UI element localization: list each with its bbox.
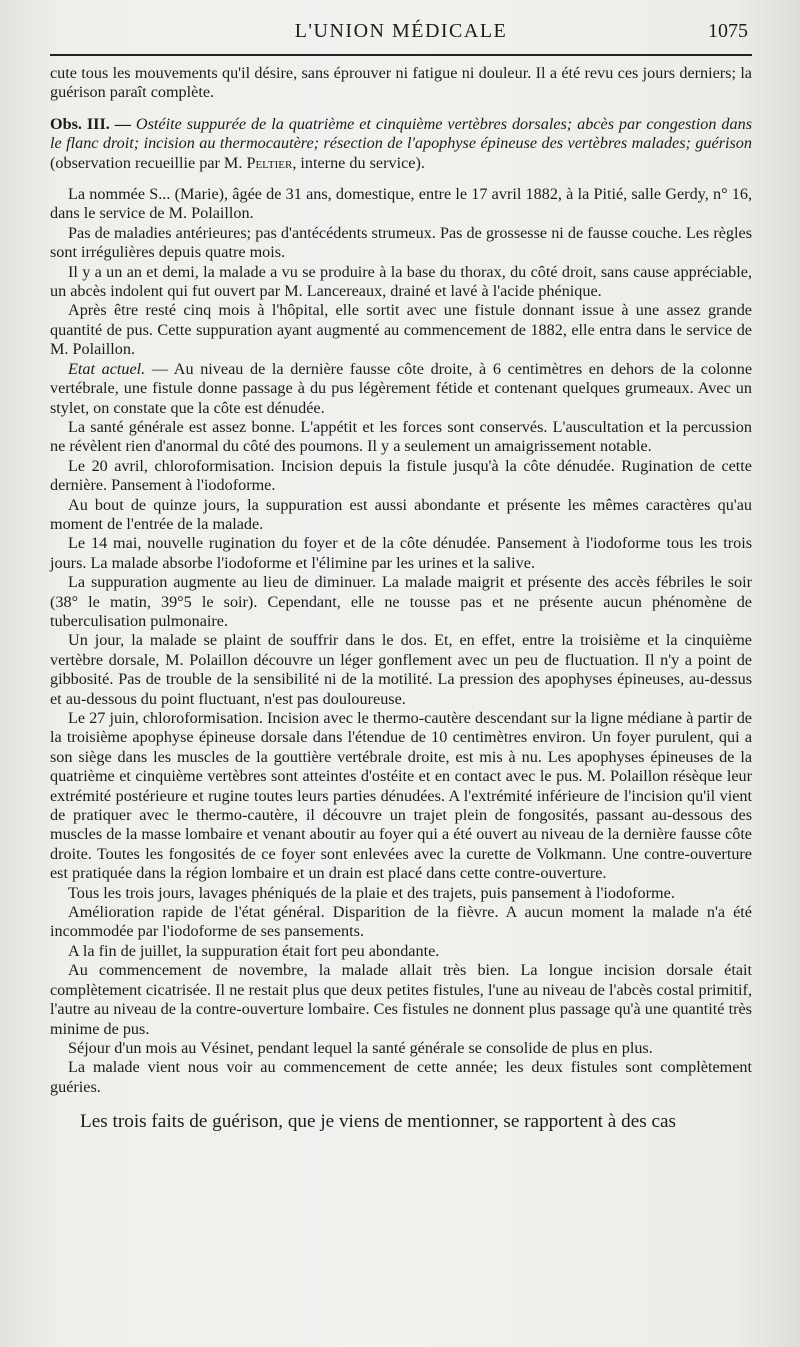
running-title: L'UNION MÉDICALE [294, 20, 508, 42]
paragraph: A la fin de juillet, la suppuration était fort peu abondante. [68, 941, 440, 960]
paragraph: La malade vient nous voir au commencement de cette année; les deux fistules sont complètement guéries. [50, 1058, 752, 1096]
observation-credit-post: , interne du service). [292, 153, 425, 172]
paragraph: Le 27 juin, chloroformisation. Incision avec le thermo-cautère descendant sur la ligne médiane à partir de la troisième apophyse épineuse dorsale dans l'étendue de 10 centimètres environ. Un foyer purulent, qui a son siège dans les muscles de la gouttière vertébrale droite, est mis à nu. Les apophyses épineuses de la quatrième et cinquième vertèbres sont atteintes d'ostéite et en contact avec le pus. M. Polaillon résèque leur extrémité postérieure et rugine toutes leurs parties dénudées. A l'extrémité inférieure de l'incision qu'il vient de pratiquer avec le thermo-cautère, il découvre un trajet plein de fongosités, passant au-dessous des muscles de la masse lombaire et venant aboutir au foyer qui a été ouvert au niveau de la dernière fausse côte droite. Toutes les fongosités de ce foyer sont enlevées avec la curette de Volkmann. Une contre-ouverture est pratiquée dans la région lombaire et un drain est placé dans cette contre-ouverture. [50, 709, 752, 883]
paragraph-etat-actuel [50, 360, 752, 418]
paragraph: Il y a un an et demi, la malade a vu se produire à la base du thorax, du côté droit, sans cause appréciable, un abcès indolent qui fut ouvert par M. Lancereaux, drainé et lavé à l'acide phénique. [50, 262, 752, 301]
paragraph: La nommée S... (Marie), âgée de 31 ans, domestique, entre le 17 avril 1882, à la Pitié, salle Gerdy, n° 16, dans le service de M. Polaillon. [50, 185, 752, 223]
paragraph: Au commencement de novembre, la malade allait très bien. La longue incision dorsale était complètement cicatrisée. Il ne restait plus que deux petites fistules, l'une au niveau de l'abcès costal primitif, l'autre au niveau de la contre-ouverture lombaire. Ces fistules ne donnent plus passage qu'à une quantité très minime de pus. [50, 961, 752, 1038]
etat-actuel-label: Etat actuel. [68, 359, 146, 378]
page-header [50, 18, 752, 52]
page-number: 1075 [708, 20, 748, 42]
paragraph: Pas de maladies antérieures; pas d'antécédents strumeux. Pas de grossesse ni de fausse couche. Les règles sont irrégulières depuis quatre mois. [50, 223, 752, 262]
conclusion-line: Les trois faits de guérison, que je viens de mentionner, se rapportent à des cas [80, 1111, 676, 1133]
paragraph: Tous les trois jours, lavages phéniqués de la plaie et des trajets, puis pansement à l'iodoforme. [68, 883, 675, 902]
paragraph: cute tous les mouvements qu'il désire, sans éprouver ni fatigue ni douleur. Il a été revu ces jours derniers; la guérison paraît complète. [50, 64, 752, 102]
article-body [50, 64, 752, 1097]
observation-heading [50, 115, 752, 173]
paragraph: Un jour, la malade se plaint de souffrir dans le dos. Et, en effet, entre la troisième et la cinquième vertèbre dorsale, M. Polaillon découvre un léger gonflement avec un peu de fluctuation. Il n'y a point de gibbosité. Pas de trouble de la sensibilité ni de la motilité. La pression des apophyses épineuses, au-dessus et au-dessous du point fluctuant, n'est pas douloureuse. [50, 631, 752, 708]
observation-label: Obs. III. — [50, 114, 131, 133]
paragraph: La suppuration augmente au lieu de diminuer. La malade maigrit et présente des accès fébriles le soir (38° le matin, 39°5 le soir). Cependant, elle ne tousse pas et ne présente aucun phénomène de tuberculisation pulmonaire. [50, 573, 752, 630]
paragraph: Au bout de quinze jours, la suppuration est aussi abondante et présente les mêmes caractères qu'au moment de l'entrée de la malade. [50, 495, 752, 533]
paragraph: Amélioration rapide de l'état général. Disparition de la fièvre. A aucun moment la malade n'a été incommodée par l'iodoforme de ses pansements. [50, 903, 752, 941]
paragraph: La santé générale est assez bonne. L'appétit et les forces sont conservés. L'auscultation et la percussion ne révèlent rien d'anormal du côté des poumons. Il y a seulement un amaigrissement notable. [50, 417, 752, 456]
paragraph: Le 14 mai, nouvelle rugination du foyer et de la côte dénudée. Pansement à l'iodoforme tous les trois jours. La malade absorbe l'iodoforme et l'élimine par les urines et la salive. [50, 534, 752, 572]
etat-actuel-text: — Au niveau de la dernière fausse côte droite, à 6 centimètres en dehors de la colonne vertébrale, une fistule donne passage à du pus légèrement fétide et contenant quelques grumeaux. Avec un stylet, on constate que la côte est dénudée. [50, 359, 752, 417]
observation-author: Peltier [246, 153, 293, 172]
observation-credit-pre: (observation recueillie par M. [50, 153, 243, 172]
observation-title: Ostéite suppurée de la quatrième et cinquième vertèbres dorsales; abcès par congestion dans le flanc droit; incision au thermocautère; résection de l'apophyse épineuse des vertèbres malades; guérison [50, 114, 753, 153]
paragraph: Après être resté cinq mois à l'hôpital, elle sortit avec une fistule donnant issue à une assez grande quantité de pus. Cette suppuration ayant augmenté au commencement de 1882, elle entra dans le service de M. Polaillon. [50, 301, 752, 359]
paragraph: Séjour d'un mois au Vésinet, pendant lequel la santé générale se consolide de plus en plus. [68, 1038, 653, 1057]
paragraph: Le 20 avril, chloroformisation. Incision depuis la fistule jusqu'à la côte dénudée. Rugination de cette dernière. Pansement à l'iodoforme. [50, 456, 752, 495]
header-rule [50, 54, 752, 56]
